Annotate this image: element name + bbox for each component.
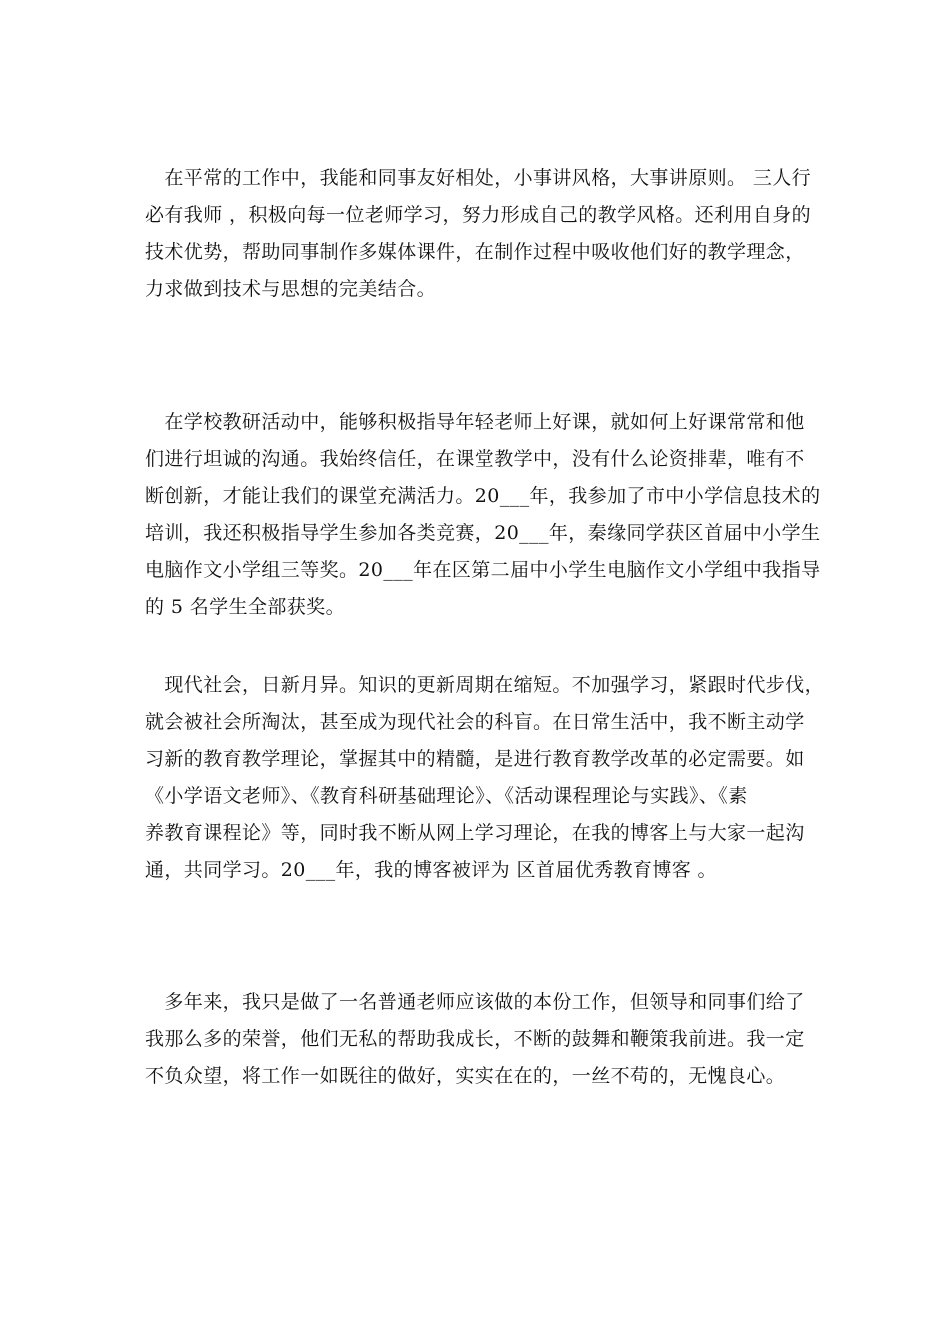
- text-line: 必有我师 ，积极向每一位老师学习，努力形成自己的教学风格。还利用自身的: [145, 204, 812, 226]
- text-line: 通，共同学习。20___年，我的博客被评为 区首届优秀教育博客 。: [145, 859, 717, 881]
- text-line: 们进行坦诚的沟通。我始终信任，在课堂教学中，没有什么论资排辈，唯有不: [145, 448, 805, 470]
- text-line: 不负众望，将工作一如既往的做好，实实在在的，一丝不苟的，无愧良心。: [145, 1065, 786, 1087]
- text-line: 在学校教研活动中，能够积极指导年轻老师上好课，就如何上好课常常和他: [145, 411, 805, 433]
- text-line: 在平常的工作中，我能和同事友好相处，小事讲风格，大事讲原则。 三人行: [145, 167, 812, 189]
- text-line: 电脑作文小学组三等奖。20___年在区第二届中小学生电脑作文小学组中我指导: [145, 559, 821, 581]
- paragraph-teaching-research: [145, 404, 825, 626]
- paragraph-colleague-relations: [145, 160, 825, 308]
- text-line: 断创新，才能让我们的课堂充满活力。20___年，我参加了市中小学信息技术的: [145, 485, 821, 507]
- paragraph-continuous-learning: [145, 667, 825, 889]
- text-line: 《小学语文老师》、《教育科研基础理论》、《活动课程理论与实践》、《素: [145, 785, 748, 807]
- text-line: 技术优势，帮助同事制作多媒体课件，在制作过程中吸收他们好的教学理念，: [145, 241, 805, 263]
- text-line: 现代社会，日新月异。知识的更新周期在缩短。不加强学习，紧跟时代步伐，: [145, 674, 825, 696]
- text-line: 多年来，我只是做了一名普通老师应该做的本份工作，但领导和同事们给了: [145, 991, 805, 1013]
- text-line: 的 5 名学生全部获奖。: [145, 596, 345, 618]
- text-line: 养教育课程论》等，同时我不断从网上学习理论，在我的博客上与大家一起沟: [145, 822, 805, 844]
- text-line: 培训，我还积极指导学生参加各类竞赛，20___年，秦缘同学获区首届中小学生: [145, 522, 821, 544]
- text-line: 我那么多的荣誉，他们无私的帮助我成长，不断的鼓舞和鞭策我前进。我一定: [145, 1028, 805, 1050]
- text-line: 力求做到技术与思想的完美结合。: [145, 278, 437, 300]
- text-line: 习新的教育教学理论，掌握其中的精髓，是进行教育教学改革的必定需要。如: [145, 748, 805, 770]
- text-line: 就会被社会所淘汰，甚至成为现代社会的科盲。在日常生活中，我不断主动学: [145, 711, 805, 733]
- paragraph-conclusion: [145, 984, 825, 1095]
